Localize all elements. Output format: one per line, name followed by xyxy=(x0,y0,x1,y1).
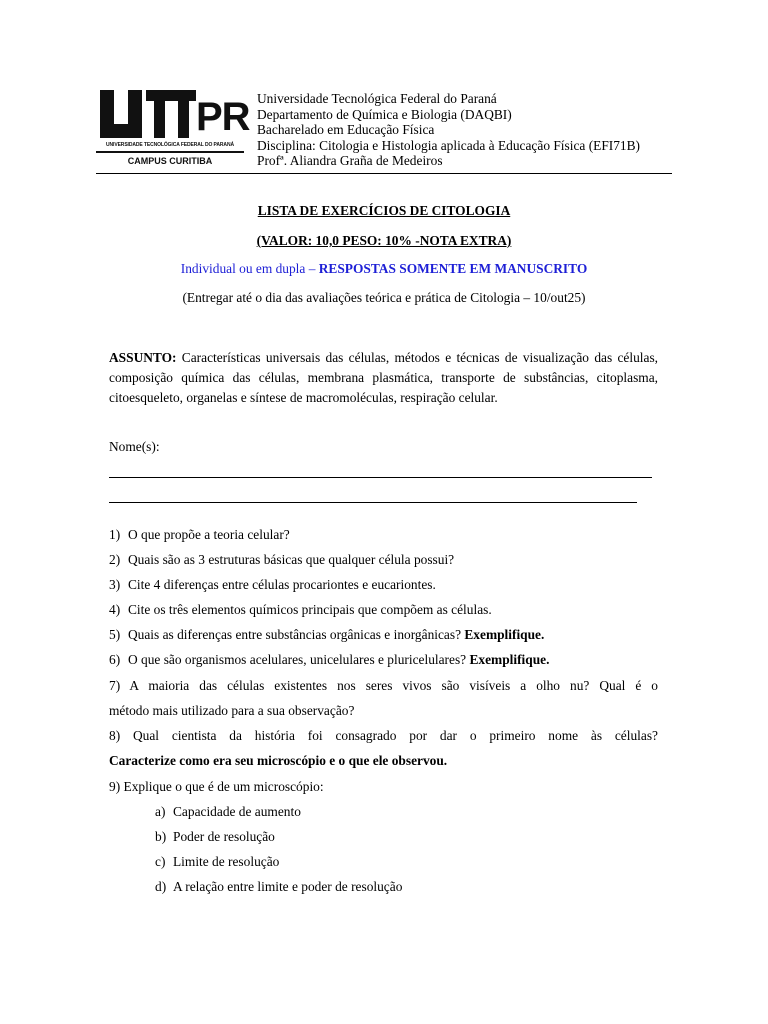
question-emphasis: Exemplifique. xyxy=(464,627,545,642)
subitem-b xyxy=(155,829,275,845)
document-title: LISTA DE EXERCÍCIOS DE CITOLOGIA xyxy=(257,203,511,218)
subitem-text: Poder de resolução xyxy=(173,829,275,844)
question-7 xyxy=(109,678,658,694)
question-text: O que são organismos acelulares, unicelulares e pluricelulares? xyxy=(128,652,470,667)
question-text: Cite 4 diferenças entre células procariontes e eucariontes. xyxy=(128,577,436,592)
question-1 xyxy=(109,527,658,543)
question-text: Explique o que é de um microscópio: xyxy=(123,779,324,794)
question-emphasis: Exemplifique. xyxy=(469,652,550,667)
subitem-letter: d) xyxy=(155,879,167,894)
subitem-letter: a) xyxy=(155,804,166,819)
subitem-text: A relação entre limite e poder de resolução xyxy=(173,879,403,894)
header-university: Universidade Tecnológica Federal do Paraná xyxy=(257,91,497,106)
deadline-line: (Entregar até o dia das avaliações teórica e prática de Citologia – 10/out25) xyxy=(182,290,586,305)
subject-label: ASSUNTO: xyxy=(109,350,177,365)
question-number: 6) xyxy=(109,652,121,667)
question-7-continuation: método mais utilizado para a sua observação? xyxy=(109,703,355,718)
subitem-text: Limite de resolução xyxy=(173,854,280,869)
header-course: Bacharelado em Educação Física xyxy=(257,122,435,138)
utfpr-logo-mark xyxy=(96,87,250,139)
header-divider xyxy=(96,173,672,174)
question-5 xyxy=(109,627,658,643)
question-8 xyxy=(109,728,658,744)
question-number: 3) xyxy=(109,577,121,592)
question-emphasis: Caracterize como era seu microscópio e o que ele observou. xyxy=(109,753,448,768)
subject-paragraph xyxy=(109,348,658,408)
question-text: Cite os três elementos químicos principais que compõem as células. xyxy=(128,602,492,617)
question-8-continuation xyxy=(109,753,658,769)
question-9 xyxy=(109,779,658,795)
question-text: O que propõe a teoria celular? xyxy=(128,527,290,542)
question-number: 8) xyxy=(109,728,121,743)
subitem-d xyxy=(155,879,402,895)
question-number: 7) xyxy=(109,678,121,693)
subitem-letter: c) xyxy=(155,854,166,869)
utfpr-logo xyxy=(96,87,250,173)
names-blank-line-2 xyxy=(109,502,637,503)
subitem-a xyxy=(155,804,301,820)
mode-normal: Individual ou em dupla – xyxy=(180,261,319,276)
names-label: Nome(s): xyxy=(109,439,160,454)
logo-university-text: UNIVERSIDADE TECNOLÓGICA FEDERAL DO PARANÁ xyxy=(106,142,234,148)
subject-text: Características universais das células, métodos e técnicas de visualização das células, composição química das células, membrana plasmática, transporte de substâncias, citoplasma, citoesqueleto, organelas e síntese de macromoléculas, respiração celular. xyxy=(109,350,658,405)
logo-campus-text: CAMPUS CURITIBA xyxy=(96,151,244,169)
header-discipline: Disciplina: Citologia e Histologia aplicada à Educação Física (EFI71B) xyxy=(257,137,641,153)
question-number: 4) xyxy=(109,602,121,617)
subitem-c xyxy=(155,854,279,870)
header-department: Departamento de Química e Biologia (DAQBI) xyxy=(257,106,512,122)
question-3 xyxy=(109,577,658,593)
submission-mode xyxy=(96,261,672,277)
question-4 xyxy=(109,602,658,618)
question-text: Quais são as 3 estruturas básicas que qualquer célula possui? xyxy=(128,552,455,567)
question-number: 2) xyxy=(109,552,121,567)
names-blank-line-1 xyxy=(109,477,652,478)
question-text: A maioria das células existentes nos seres vivos são visíveis a olho nu? Qual é o xyxy=(129,678,659,693)
logo-pr-text: PR xyxy=(196,95,250,139)
subitem-text: Capacidade de aumento xyxy=(173,804,301,819)
question-number: 9) xyxy=(109,779,121,794)
header-text xyxy=(257,91,640,169)
header-professor: Profª. Aliandra Graña de Medeiros xyxy=(257,153,443,169)
subitem-letter: b) xyxy=(155,829,167,844)
question-number: 1) xyxy=(109,527,121,542)
question-2 xyxy=(109,552,658,568)
question-6 xyxy=(109,652,658,668)
value-weight-line: (VALOR: 10,0 PESO: 10% -NOTA EXTRA) xyxy=(256,233,512,248)
question-number: 5) xyxy=(109,627,121,642)
mode-bold: RESPOSTAS SOMENTE EM MANUSCRITO xyxy=(318,261,588,276)
question-text: Quais as diferenças entre substâncias orgânicas e inorgânicas? xyxy=(128,627,465,642)
question-text: Qual cientista da história foi consagrado por dar o primeiro nome às células? xyxy=(132,728,658,743)
